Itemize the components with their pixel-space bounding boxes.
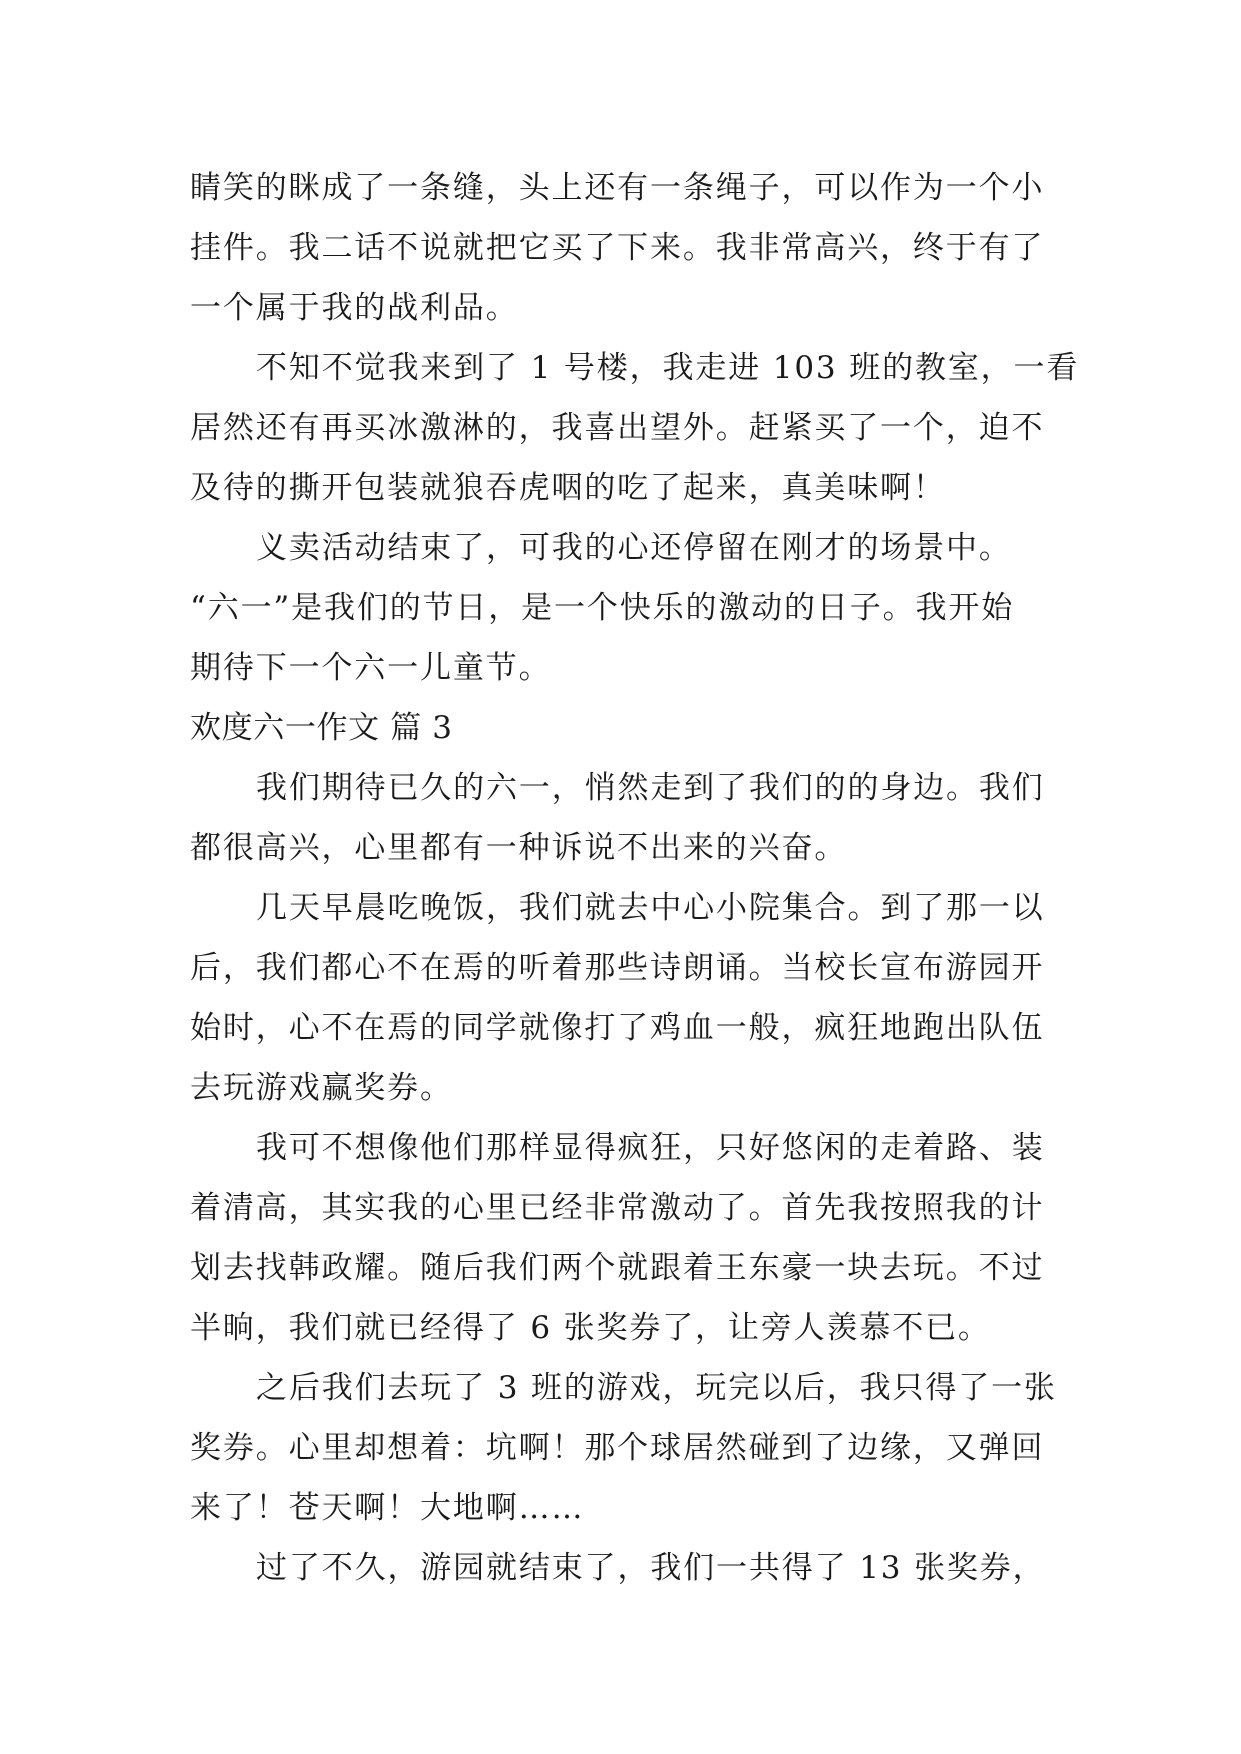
paragraph-first-line: 之后我们去玩了 3 班的游戏，玩完以后，我只得了一张 [256,1370,1057,1406]
text-line: 后，我们都心不在焉的听着那些诗朗诵。当校长宣布游园开 [190,950,1045,986]
text-line: 去玩游戏赢奖券。 [190,1070,453,1106]
text-line: 始时，心不在焉的同学就像打了鸡血一般，疯狂地跑出队伍 [190,1010,1045,1046]
text-line: “六一”是我们的节日，是一个快乐的激动的日子。我开始 [190,590,1015,626]
paragraph-first-line: 我可不想像他们那样显得疯狂，只好悠闲的走着路、装 [256,1130,1045,1166]
paragraph-first-line: 我们期待已久的六一，悄然走到了我们的的身边。我们 [256,770,1045,806]
paragraph-first-line: 不知不觉我来到了 1 号楼，我走进 103 班的教室，一看 [256,350,1080,386]
text-line: 都很高兴，心里都有一种诉说不出来的兴奋。 [190,830,848,866]
paragraph-first-line: 义卖活动结束了，可我的心还停留在刚才的场景中。 [256,530,1012,566]
text-line: 着清高，其实我的心里已经非常激动了。首先我按照我的计 [190,1190,1045,1226]
text-line: 半晌，我们就已经得了 6 张奖券了，让旁人羡慕不已。 [190,1310,991,1346]
text-line: 来了！苍天啊！大地啊…… [190,1490,585,1526]
text-line: 奖券。心里却想着：坑啊！那个球居然碰到了边缘，又弹回 [190,1430,1045,1466]
essay-text [190,158,1080,1598]
section-heading: 欢度六一作文 篇 3 [190,710,453,746]
text-line: 睛笑的眯成了一条缝，头上还有一条绳子，可以作为一个小 [190,170,1045,206]
text-line: 挂件。我二话不说就把它买了下来。我非常高兴，终于有了 [190,230,1045,266]
paragraph-first-line: 过了不久，游园就结束了，我们一共得了 13 张奖券， [256,1550,1046,1586]
paragraph-first-line: 几天早晨吃晚饭，我们就去中心小院集合。到了那一以 [256,890,1045,926]
text-line: 划去找韩政耀。随后我们两个就跟着王东豪一块去玩。不过 [190,1250,1045,1286]
text-line: 及待的撕开包装就狼吞虎咽的吃了起来，真美味啊！ [190,470,946,506]
text-line: 期待下一个六一儿童节。 [190,650,552,686]
text-line: 一个属于我的战利品。 [190,290,519,326]
text-line: 居然还有再买冰激淋的，我喜出望外。赶紧买了一个，迫不 [190,410,1045,446]
